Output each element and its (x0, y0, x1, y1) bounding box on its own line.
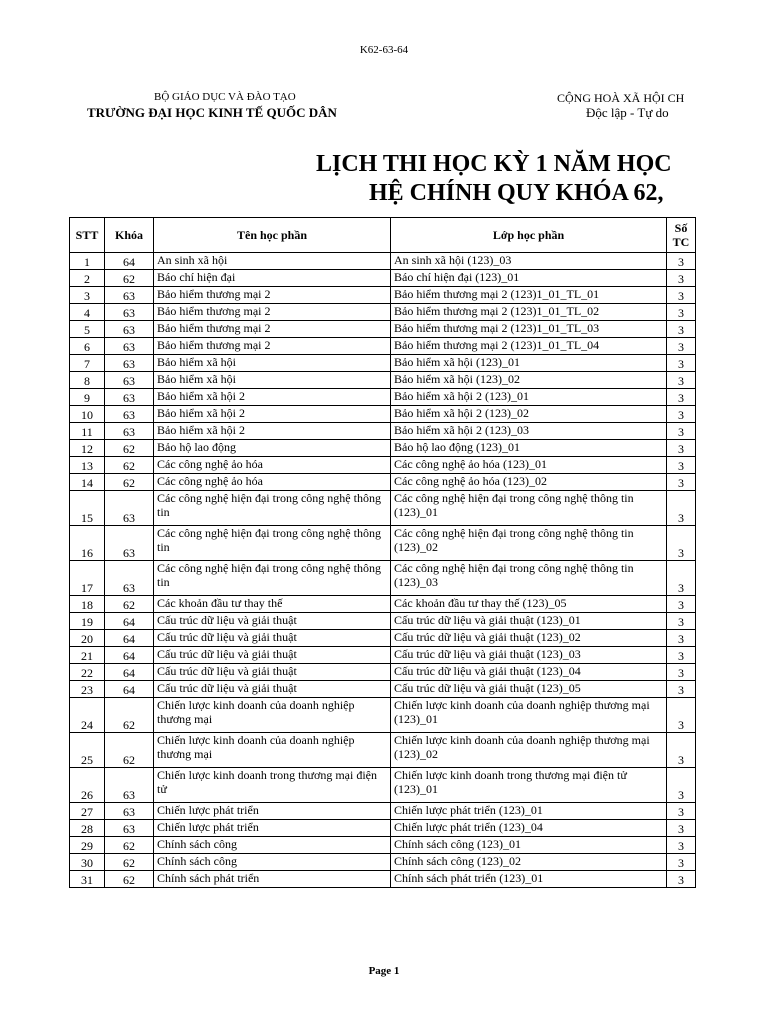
cell-khoa: 63 (105, 321, 154, 338)
cell-khoa: 62 (105, 440, 154, 457)
cell-stt: 1 (70, 253, 105, 270)
cell-so-tc: 3 (667, 355, 696, 372)
table-row (70, 355, 696, 372)
header-stt: STT (70, 218, 105, 253)
cell-lop-hoc-phan: Báo chí hiện đại (123)_01 (391, 270, 667, 287)
table-row (70, 287, 696, 304)
cell-lop-hoc-phan: Bảo hiểm xã hội (123)_01 (391, 355, 667, 372)
cell-so-tc: 3 (667, 664, 696, 681)
table-row (70, 270, 696, 287)
table-row (70, 854, 696, 871)
cell-stt: 7 (70, 355, 105, 372)
cell-ten-hoc-phan: Cấu trúc dữ liệu và giải thuật (154, 613, 391, 630)
cell-stt: 6 (70, 338, 105, 355)
cell-so-tc: 3 (667, 561, 696, 596)
header-so-tc-line2: TC (672, 235, 690, 249)
header-khoa: Khóa (105, 218, 154, 253)
table-row (70, 681, 696, 698)
cell-stt: 22 (70, 664, 105, 681)
cell-khoa: 64 (105, 630, 154, 647)
cell-stt: 23 (70, 681, 105, 698)
cell-so-tc: 3 (667, 304, 696, 321)
cell-lop-hoc-phan: Bảo hiểm xã hội 2 (123)_01 (391, 389, 667, 406)
cell-ten-hoc-phan: An sinh xã hội (154, 253, 391, 270)
cell-so-tc: 3 (667, 681, 696, 698)
cell-lop-hoc-phan: Bảo hiểm thương mại 2 (123)1_01_TL_01 (391, 287, 667, 304)
cell-khoa: 64 (105, 253, 154, 270)
table-row (70, 803, 696, 820)
cell-lop-hoc-phan: Bảo hiểm xã hội (123)_02 (391, 372, 667, 389)
cell-so-tc: 3 (667, 803, 696, 820)
cell-lop-hoc-phan: Các công nghệ hiện đại trong công nghệ thông tin (123)_03 (391, 561, 667, 596)
cell-khoa: 62 (105, 474, 154, 491)
cell-so-tc: 3 (667, 406, 696, 423)
table-row (70, 768, 696, 803)
cell-ten-hoc-phan: Các khoản đầu tư thay thế (154, 596, 391, 613)
cell-ten-hoc-phan: Chiến lược phát triển (154, 820, 391, 837)
cell-khoa: 64 (105, 647, 154, 664)
cell-lop-hoc-phan: Cấu trúc dữ liệu và giải thuật (123)_01 (391, 613, 667, 630)
page-title: LỊCH THI HỌC KỲ 1 NĂM HỌC (316, 151, 672, 177)
table-row (70, 837, 696, 854)
cell-so-tc: 3 (667, 338, 696, 355)
cell-so-tc: 3 (667, 768, 696, 803)
cell-khoa: 64 (105, 664, 154, 681)
table-row (70, 491, 696, 526)
exam-schedule-table (69, 217, 696, 888)
table-row (70, 596, 696, 613)
cell-khoa: 62 (105, 270, 154, 287)
cell-ten-hoc-phan: Chiến lược kinh doanh của doanh nghiệp thương mại (154, 733, 391, 768)
cell-stt: 30 (70, 854, 105, 871)
cell-ten-hoc-phan: Cấu trúc dữ liệu và giải thuật (154, 647, 391, 664)
cell-ten-hoc-phan: Bảo hiểm xã hội (154, 355, 391, 372)
cell-ten-hoc-phan: Bảo hiểm thương mại 2 (154, 304, 391, 321)
table-row (70, 474, 696, 491)
cell-so-tc: 3 (667, 871, 696, 888)
cell-khoa: 63 (105, 406, 154, 423)
national-motto: Độc lập - Tự do (586, 105, 669, 120)
cell-so-tc: 3 (667, 854, 696, 871)
cell-ten-hoc-phan: Chiến lược kinh doanh của doanh nghiệp thương mại (154, 698, 391, 733)
cell-ten-hoc-phan: Báo chí hiện đại (154, 270, 391, 287)
cell-so-tc: 3 (667, 321, 696, 338)
table-row (70, 372, 696, 389)
cell-ten-hoc-phan: Chính sách công (154, 854, 391, 871)
cell-lop-hoc-phan: Các công nghệ hiện đại trong công nghệ thông tin (123)_02 (391, 526, 667, 561)
cell-khoa: 63 (105, 561, 154, 596)
cell-khoa: 62 (105, 871, 154, 888)
cell-stt: 15 (70, 491, 105, 526)
table-row (70, 423, 696, 440)
cell-so-tc: 3 (667, 440, 696, 457)
table-row (70, 871, 696, 888)
table-row (70, 389, 696, 406)
cell-lop-hoc-phan: Bảo hiểm xã hội 2 (123)_03 (391, 423, 667, 440)
cell-khoa: 63 (105, 768, 154, 803)
cell-ten-hoc-phan: Bảo hiểm thương mại 2 (154, 287, 391, 304)
cell-so-tc: 3 (667, 613, 696, 630)
cell-lop-hoc-phan: Chính sách phát triển (123)_01 (391, 871, 667, 888)
table-row (70, 733, 696, 768)
table-row (70, 630, 696, 647)
cell-ten-hoc-phan: Các công nghệ hiện đại trong công nghệ thông tin (154, 561, 391, 596)
cell-so-tc: 3 (667, 596, 696, 613)
cell-khoa: 62 (105, 596, 154, 613)
cell-stt: 29 (70, 837, 105, 854)
cell-so-tc: 3 (667, 457, 696, 474)
header-ten-hoc-phan: Tên học phần (154, 218, 391, 253)
cell-lop-hoc-phan: Các công nghệ ảo hóa (123)_02 (391, 474, 667, 491)
cell-ten-hoc-phan: Các công nghệ hiện đại trong công nghệ thông tin (154, 491, 391, 526)
table-row (70, 457, 696, 474)
cell-lop-hoc-phan: Bảo hiểm thương mại 2 (123)1_01_TL_02 (391, 304, 667, 321)
cell-stt: 31 (70, 871, 105, 888)
cell-ten-hoc-phan: Bảo hộ lao động (154, 440, 391, 457)
cell-stt: 12 (70, 440, 105, 457)
table-row (70, 664, 696, 681)
cell-stt: 9 (70, 389, 105, 406)
cell-so-tc: 3 (667, 526, 696, 561)
document-code: K62-63-64 (359, 44, 409, 56)
ministry-name: BỘ GIÁO DỤC VÀ ĐÀO TẠO (154, 91, 296, 103)
table-row (70, 613, 696, 630)
cell-so-tc: 3 (667, 474, 696, 491)
table-row (70, 338, 696, 355)
cell-ten-hoc-phan: Chính sách công (154, 837, 391, 854)
cell-ten-hoc-phan: Các công nghệ ảo hóa (154, 457, 391, 474)
cell-stt: 17 (70, 561, 105, 596)
cell-lop-hoc-phan: Chiến lược kinh doanh của doanh nghiệp thương mại (123)_01 (391, 698, 667, 733)
cell-khoa: 63 (105, 423, 154, 440)
cell-ten-hoc-phan: Bảo hiểm xã hội 2 (154, 406, 391, 423)
cell-so-tc: 3 (667, 287, 696, 304)
cell-so-tc: 3 (667, 820, 696, 837)
cell-lop-hoc-phan: Bảo hiểm thương mại 2 (123)1_01_TL_04 (391, 338, 667, 355)
table-row (70, 440, 696, 457)
cell-ten-hoc-phan: Bảo hiểm thương mại 2 (154, 338, 391, 355)
cell-lop-hoc-phan: Chiến lược kinh doanh của doanh nghiệp thương mại (123)_02 (391, 733, 667, 768)
cell-lop-hoc-phan: Bảo hiểm xã hội 2 (123)_02 (391, 406, 667, 423)
table-row (70, 304, 696, 321)
cell-stt: 19 (70, 613, 105, 630)
table-row (70, 321, 696, 338)
cell-stt: 25 (70, 733, 105, 768)
cell-lop-hoc-phan: Chính sách công (123)_01 (391, 837, 667, 854)
cell-stt: 5 (70, 321, 105, 338)
cell-stt: 18 (70, 596, 105, 613)
table-row (70, 406, 696, 423)
cell-stt: 2 (70, 270, 105, 287)
table-row (70, 698, 696, 733)
cell-stt: 24 (70, 698, 105, 733)
university-name: TRƯỜNG ĐẠI HỌC KINH TẾ QUỐC DÂN (87, 105, 337, 120)
cell-ten-hoc-phan: Các công nghệ hiện đại trong công nghệ thông tin (154, 526, 391, 561)
page-subtitle: HỆ CHÍNH QUY KHÓA 62, (369, 180, 664, 206)
cell-stt: 26 (70, 768, 105, 803)
cell-ten-hoc-phan: Bảo hiểm xã hội 2 (154, 389, 391, 406)
cell-stt: 20 (70, 630, 105, 647)
cell-ten-hoc-phan: Bảo hiểm thương mại 2 (154, 321, 391, 338)
cell-stt: 14 (70, 474, 105, 491)
cell-khoa: 63 (105, 389, 154, 406)
cell-stt: 4 (70, 304, 105, 321)
cell-khoa: 63 (105, 820, 154, 837)
cell-lop-hoc-phan: Các khoản đầu tư thay thế (123)_05 (391, 596, 667, 613)
cell-khoa: 63 (105, 338, 154, 355)
cell-so-tc: 3 (667, 372, 696, 389)
cell-khoa: 63 (105, 491, 154, 526)
cell-ten-hoc-phan: Cấu trúc dữ liệu và giải thuật (154, 630, 391, 647)
cell-khoa: 63 (105, 526, 154, 561)
header-so-tc (667, 218, 696, 253)
cell-lop-hoc-phan: Cấu trúc dữ liệu và giải thuật (123)_05 (391, 681, 667, 698)
cell-khoa: 62 (105, 457, 154, 474)
cell-stt: 27 (70, 803, 105, 820)
cell-stt: 10 (70, 406, 105, 423)
cell-so-tc: 3 (667, 837, 696, 854)
table-header-row (70, 218, 696, 253)
cell-lop-hoc-phan: Các công nghệ hiện đại trong công nghệ thông tin (123)_01 (391, 491, 667, 526)
cell-so-tc: 3 (667, 647, 696, 664)
cell-so-tc: 3 (667, 389, 696, 406)
cell-so-tc: 3 (667, 491, 696, 526)
cell-ten-hoc-phan: Cấu trúc dữ liệu và giải thuật (154, 681, 391, 698)
cell-lop-hoc-phan: Bảo hiểm thương mại 2 (123)1_01_TL_03 (391, 321, 667, 338)
cell-lop-hoc-phan: Chiến lược phát triển (123)_01 (391, 803, 667, 820)
cell-khoa: 64 (105, 613, 154, 630)
cell-so-tc: 3 (667, 630, 696, 647)
cell-lop-hoc-phan: Cấu trúc dữ liệu và giải thuật (123)_02 (391, 630, 667, 647)
cell-ten-hoc-phan: Bảo hiểm xã hội 2 (154, 423, 391, 440)
cell-khoa: 62 (105, 698, 154, 733)
cell-khoa: 63 (105, 355, 154, 372)
cell-so-tc: 3 (667, 270, 696, 287)
cell-lop-hoc-phan: Cấu trúc dữ liệu và giải thuật (123)_04 (391, 664, 667, 681)
cell-stt: 28 (70, 820, 105, 837)
cell-stt: 16 (70, 526, 105, 561)
cell-khoa: 63 (105, 304, 154, 321)
cell-stt: 8 (70, 372, 105, 389)
cell-lop-hoc-phan: Chiến lược kinh doanh trong thương mại điện tử (123)_01 (391, 768, 667, 803)
table-body (70, 253, 696, 888)
cell-khoa: 62 (105, 837, 154, 854)
cell-stt: 3 (70, 287, 105, 304)
cell-lop-hoc-phan: Các công nghệ ảo hóa (123)_01 (391, 457, 667, 474)
cell-stt: 11 (70, 423, 105, 440)
table-row (70, 526, 696, 561)
cell-khoa: 62 (105, 854, 154, 871)
table-row (70, 561, 696, 596)
cell-lop-hoc-phan: Cấu trúc dữ liệu và giải thuật (123)_03 (391, 647, 667, 664)
page-number: Page 1 (368, 965, 400, 977)
table-row (70, 253, 696, 270)
cell-so-tc: 3 (667, 733, 696, 768)
header-lop-hoc-phan: Lớp học phần (391, 218, 667, 253)
cell-ten-hoc-phan: Cấu trúc dữ liệu và giải thuật (154, 664, 391, 681)
cell-stt: 13 (70, 457, 105, 474)
cell-khoa: 63 (105, 287, 154, 304)
cell-khoa: 63 (105, 803, 154, 820)
cell-so-tc: 3 (667, 698, 696, 733)
table-row (70, 647, 696, 664)
cell-khoa: 62 (105, 733, 154, 768)
cell-lop-hoc-phan: Chính sách công (123)_02 (391, 854, 667, 871)
cell-stt: 21 (70, 647, 105, 664)
cell-khoa: 63 (105, 372, 154, 389)
header-so-tc-line1: Số (674, 221, 688, 235)
cell-ten-hoc-phan: Chiến lược kinh doanh trong thương mại điện tử (154, 768, 391, 803)
republic-heading: CỘNG HOÀ XÃ HỘI CH (557, 91, 685, 105)
cell-ten-hoc-phan: Bảo hiểm xã hội (154, 372, 391, 389)
cell-lop-hoc-phan: Bảo hộ lao động (123)_01 (391, 440, 667, 457)
cell-lop-hoc-phan: Chiến lược phát triển (123)_04 (391, 820, 667, 837)
cell-so-tc: 3 (667, 423, 696, 440)
cell-lop-hoc-phan: An sinh xã hội (123)_03 (391, 253, 667, 270)
cell-ten-hoc-phan: Chính sách phát triển (154, 871, 391, 888)
cell-ten-hoc-phan: Chiến lược phát triển (154, 803, 391, 820)
cell-so-tc: 3 (667, 253, 696, 270)
table-row (70, 820, 696, 837)
cell-ten-hoc-phan: Các công nghệ ảo hóa (154, 474, 391, 491)
cell-khoa: 64 (105, 681, 154, 698)
